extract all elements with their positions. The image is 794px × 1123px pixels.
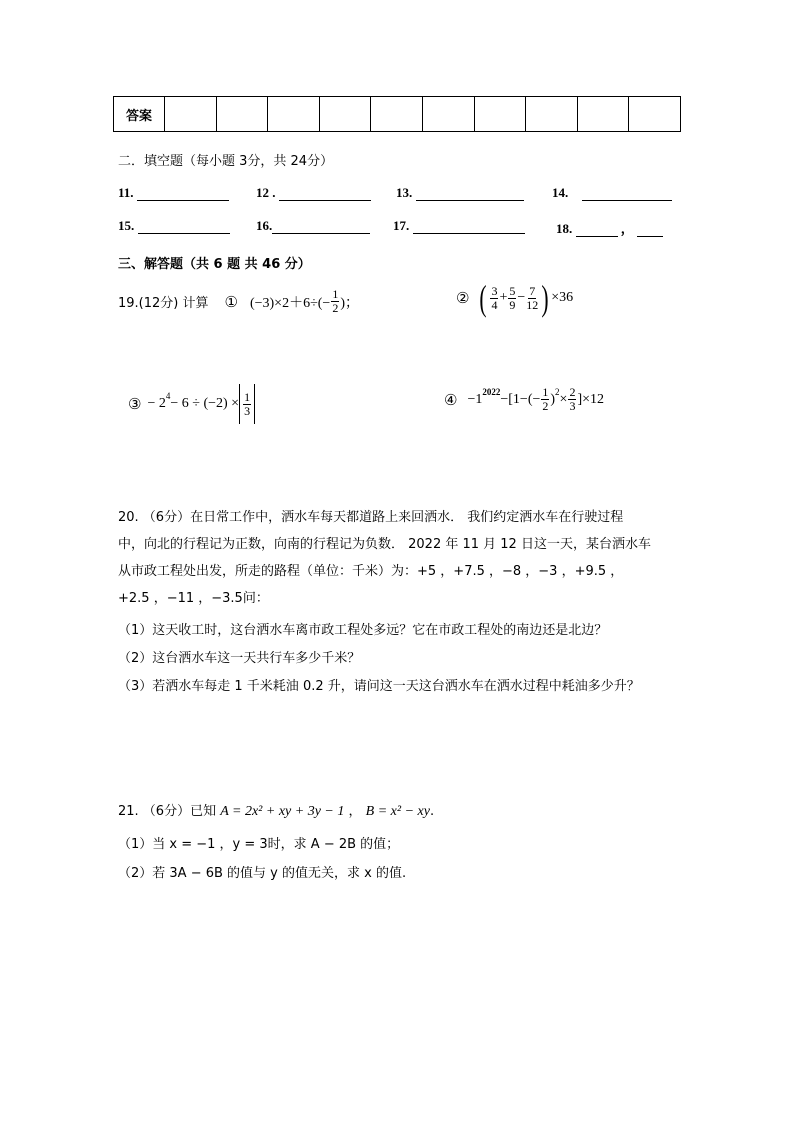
frac-numerator: 3 bbox=[491, 283, 498, 298]
fill-blank[interactable] bbox=[637, 222, 663, 237]
q19-expr3-part: − 2 bbox=[147, 396, 166, 411]
q21-intro: 21. （6分）已知 bbox=[118, 804, 217, 819]
fill-blank[interactable] bbox=[138, 219, 230, 234]
q21-sub-2: （2）若 3A − 6B 的值与 y 的值无关，求 x 的值. bbox=[118, 866, 407, 881]
plus-sign: + bbox=[499, 290, 508, 305]
q19-expr1-tail: )； bbox=[340, 295, 359, 311]
frac-denominator: 3 bbox=[569, 399, 576, 413]
q19-expr1-part: (−3)×2＋6÷(− bbox=[249, 295, 331, 311]
frac-numerator: 5 bbox=[509, 283, 516, 298]
fill-num: 18. bbox=[556, 221, 573, 236]
frac-numerator: 1 bbox=[542, 385, 549, 399]
q19-marker-1: ① bbox=[224, 292, 238, 311]
q20-sub-1: （1）这天收工时，这台洒水车离市政工程处多远？它在市政工程处的南边还是北边？ bbox=[118, 623, 608, 638]
fill-separator: ， bbox=[620, 221, 634, 236]
q19-marker-2: ② bbox=[456, 289, 470, 307]
q20-sub-3: （3）若洒水车每走 1 千米耗油 0.2 升，请问这一天这台洒水车在洒水过程中耗油多少升？ bbox=[118, 679, 640, 694]
answer-label: 答案 bbox=[114, 97, 165, 132]
fill-item-12 bbox=[256, 185, 371, 201]
q19-expr3-frac bbox=[243, 391, 251, 418]
q19-expr4-exp2: 2 bbox=[555, 386, 560, 397]
q19-expr2-frac bbox=[526, 285, 538, 312]
q19-marker-3: ③ bbox=[128, 395, 142, 413]
q19-expr3-mid: − 6 ÷ (−2) × bbox=[170, 396, 240, 411]
q19-expr2-tail: ×36 bbox=[551, 290, 574, 305]
frac-denominator: 2 bbox=[332, 301, 339, 315]
frac-denominator: 2 bbox=[542, 399, 549, 413]
answer-table bbox=[113, 96, 681, 132]
q21-sep: ， bbox=[348, 804, 362, 819]
q19-expr4-part: −1 bbox=[467, 391, 483, 407]
fill-item-15 bbox=[118, 218, 230, 234]
frac-numerator: 1 bbox=[332, 287, 339, 301]
frac-denominator: 12 bbox=[526, 297, 539, 312]
frac-numerator: 7 bbox=[529, 283, 536, 298]
q21-B-expr: B = x² − xy bbox=[365, 804, 430, 819]
answer-cell[interactable] bbox=[268, 97, 320, 132]
fill-num: 16. bbox=[256, 218, 273, 233]
q19-expr4: ④ −1 $^{2022}$ −[1−(− $\frac{1}{2}$ ) $^2$ × $\frac{2}{3}$ ]×12 bbox=[444, 385, 605, 413]
q19-expr4-frac2 bbox=[568, 386, 576, 413]
answer-cell[interactable] bbox=[319, 97, 371, 132]
q19-expr4-frac1 bbox=[541, 386, 549, 413]
fill-item-14 bbox=[552, 185, 672, 201]
q20-line: +2.5 ，−11 ，−3.5问： bbox=[118, 591, 269, 606]
q20-line: 20. （6分）在日常工作中，洒水车每天都道路上来回洒水． 我们约定洒水车在行驶过程 bbox=[118, 510, 624, 525]
fill-item-11 bbox=[118, 185, 229, 201]
answer-cell[interactable] bbox=[165, 97, 217, 132]
answer-cell[interactable] bbox=[422, 97, 474, 132]
fill-num: 17. bbox=[393, 218, 410, 233]
fill-blank[interactable] bbox=[137, 186, 229, 201]
fill-blank[interactable] bbox=[413, 219, 525, 234]
fill-num: 15. bbox=[118, 218, 135, 233]
frac-numerator: 1 bbox=[244, 389, 251, 404]
answer-cell[interactable] bbox=[629, 97, 681, 132]
q19-prefix: 19.(12分) 计算 bbox=[118, 296, 209, 311]
q20-subquestions bbox=[118, 617, 688, 701]
answer-cell[interactable] bbox=[371, 97, 423, 132]
answer-cell[interactable] bbox=[216, 97, 268, 132]
q19-expr4-tail: ]×12 bbox=[577, 391, 605, 407]
q19-marker-4: ④ bbox=[444, 390, 458, 409]
q19-expr2 bbox=[456, 280, 573, 316]
q21-sub-1: （1）当 x = −1 ，y = 3时，求 A − 2B 的值； bbox=[118, 837, 400, 852]
q19-expr3-exp: 4 bbox=[165, 391, 171, 401]
q21-end: . bbox=[429, 804, 435, 819]
q19-expr4-mid: −[1−(− bbox=[500, 391, 541, 407]
q21-A-expr: A = 2x² + xy + 3y − 1 bbox=[220, 804, 345, 819]
abs-value bbox=[239, 384, 255, 424]
frac-numerator: 2 bbox=[569, 385, 576, 399]
section3-title: 三、解答题（共 6 题 共 46 分） bbox=[118, 257, 311, 272]
fill-item-16 bbox=[256, 218, 370, 234]
frac-denominator: 9 bbox=[509, 297, 516, 312]
q20-line: 从市政工程处出发，所走的路程（单位：千米）为：+5 ，+7.5 ，−8 ，−3 ，+9.5 ， bbox=[118, 564, 624, 579]
q19-expr4-exp: 2022 bbox=[482, 386, 501, 397]
right-paren: ) bbox=[541, 278, 549, 318]
fill-blank[interactable] bbox=[576, 222, 618, 237]
fill-num: 11. bbox=[118, 185, 134, 200]
q21-subquestions bbox=[118, 830, 406, 888]
q19-expr4-times: × bbox=[559, 391, 568, 407]
fill-blank[interactable] bbox=[272, 219, 370, 234]
q19-row1 bbox=[118, 288, 359, 315]
fill-item-17 bbox=[393, 218, 525, 234]
q19-expr3 bbox=[128, 384, 255, 424]
answer-cell[interactable] bbox=[526, 97, 578, 132]
fill-blank[interactable] bbox=[416, 186, 524, 201]
q20-line: 中，向北的行程记为正数，向南的行程记为负数． 2022 年 11 月 12 日这一天，某台洒水车 bbox=[118, 537, 651, 552]
q20-body bbox=[118, 504, 678, 612]
q19-expr1-frac bbox=[331, 288, 339, 315]
fill-blank[interactable] bbox=[279, 186, 371, 201]
frac-denominator: 4 bbox=[491, 297, 498, 312]
q19-expr2-frac bbox=[490, 285, 498, 312]
left-paren: ( bbox=[479, 278, 488, 318]
q21-intro-line bbox=[118, 800, 434, 820]
fill-item-18 bbox=[556, 218, 663, 237]
answer-cell[interactable] bbox=[577, 97, 629, 132]
fill-item-13 bbox=[396, 185, 524, 201]
q20-sub-2: （2）这台洒水车这一天共行车多少千米？ bbox=[118, 651, 361, 666]
frac-denominator: 3 bbox=[244, 403, 251, 418]
minus-sign: − bbox=[517, 290, 526, 305]
fill-num: 14. bbox=[552, 185, 569, 200]
fill-blank[interactable] bbox=[582, 186, 672, 201]
q19-expr2-frac bbox=[508, 285, 516, 312]
fill-num: 13. bbox=[396, 185, 413, 200]
fill-num: 12 . bbox=[256, 185, 276, 200]
answer-cell[interactable] bbox=[474, 97, 526, 132]
section2-title: 二．填空题（每小题 3分，共 24分） bbox=[118, 154, 334, 169]
